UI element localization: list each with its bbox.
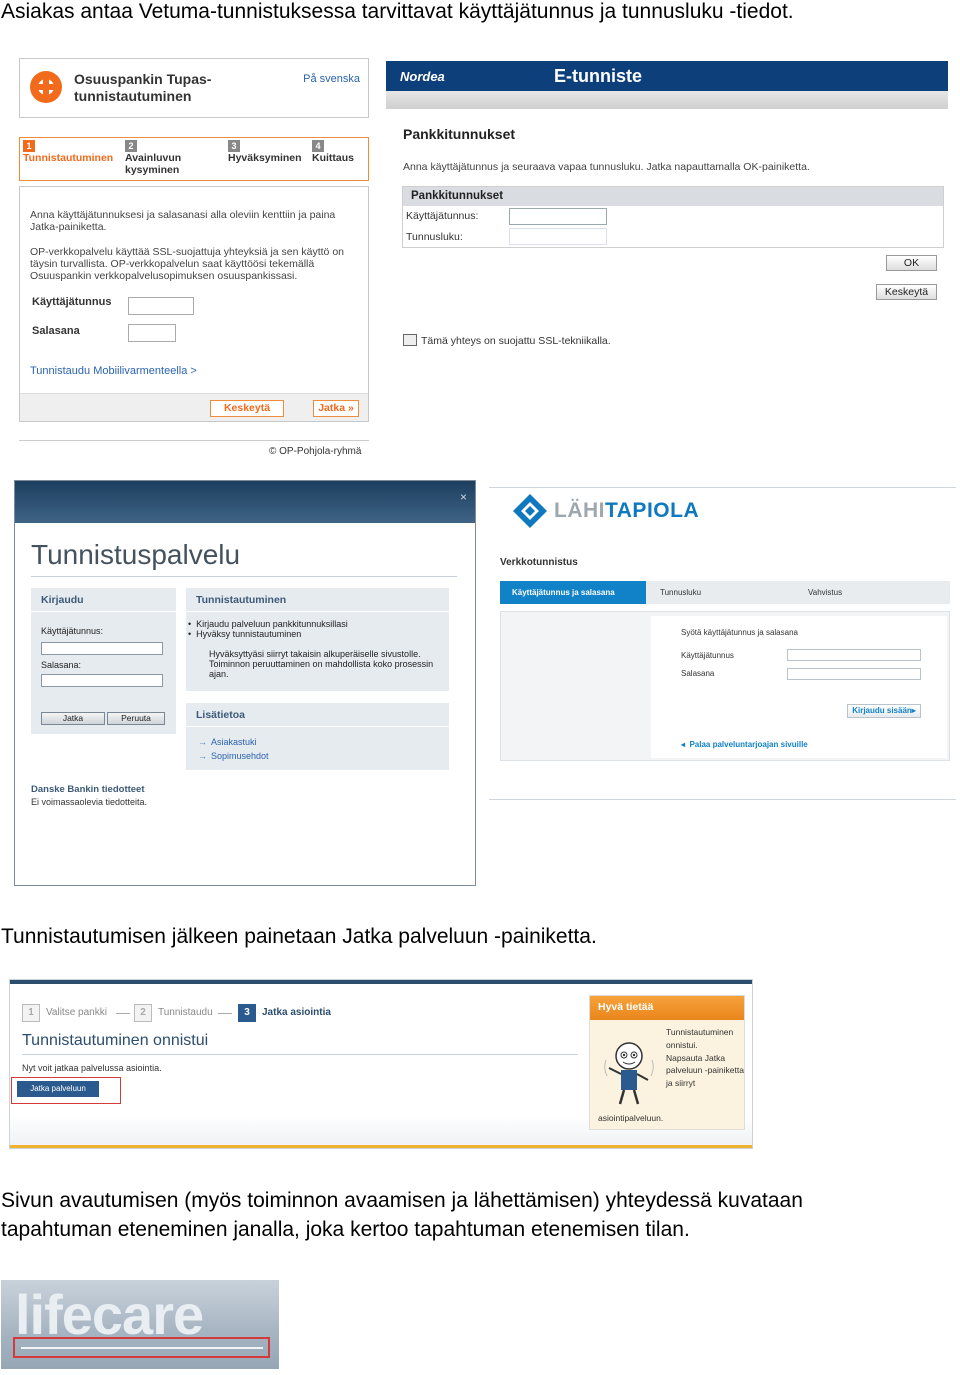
danske-terms-link[interactable]: → Sopimusehdot <box>198 751 269 761</box>
lock-icon <box>403 334 417 346</box>
danske-info-box <box>186 703 449 770</box>
success-step-3: 3 Jatka asiointia <box>238 1004 331 1022</box>
danske-bullet-2: • Hyväksy tunnistautuminen <box>188 629 302 639</box>
good-to-know-box <box>589 995 745 1130</box>
danske-username-input[interactable] <box>41 642 163 655</box>
op-ssl-note: OP-verkkopalvelu käyttää SSL-suojattuja yhteyksiä ja sen käyttö on täysin turvallista. OP-verkkopalvelun saat käyttöösi tekemällä Osuuspankin verkkopalvelusopimuksen osuuspankissasi. <box>30 246 344 282</box>
nordea-subbar <box>386 91 948 109</box>
arrow-right-icon: → <box>198 737 207 747</box>
danske-divider <box>31 576 457 577</box>
op-password-input[interactable] <box>128 324 176 342</box>
nordea-box-title: Pankkitunnukset <box>403 187 943 206</box>
nordea-pin-label: Tunnusluku: <box>406 231 463 243</box>
success-bottomline <box>10 1145 752 1148</box>
danske-auth-header: Tunnistautuminen <box>186 588 449 612</box>
op-password-label: Salasana <box>32 325 80 337</box>
danske-bullet-1: • Kirjaudu palveluun pankkitunnuksillasi <box>188 619 348 629</box>
op-language-link[interactable]: På svenska <box>303 73 360 85</box>
continue-to-service-button[interactable]: Jatka palveluun <box>17 1081 99 1097</box>
lt-step-1: Käyttäjätunnus ja salasana <box>500 581 646 604</box>
progress-highlight-box <box>13 1337 270 1358</box>
lt-top-divider <box>489 487 956 488</box>
nordea-title: E-tunniste <box>554 66 642 86</box>
op-logo-icon <box>30 71 62 103</box>
nordea-pin-input[interactable] <box>509 228 607 245</box>
lt-username-label: Käyttäjätunnus <box>681 651 734 660</box>
nordea-cancel-button[interactable]: Keskeytä <box>876 284 937 300</box>
lt-form <box>651 616 947 758</box>
danske-window <box>14 480 476 886</box>
lt-back-link[interactable]: ◂ Palaa palveluntarjoajan sivuille <box>681 740 808 749</box>
op-step-1: 1 Tunnistautuminen <box>23 141 114 164</box>
step-separator <box>116 1013 130 1014</box>
lt-bottom-divider <box>489 799 956 800</box>
success-divider <box>22 1054 578 1055</box>
danske-login-header: Kirjaudu <box>31 588 176 612</box>
op-header <box>19 58 369 118</box>
nordea-username-label: Käyttäjätunnus: <box>406 210 479 222</box>
danske-username-label: Käyttäjätunnus: <box>41 626 104 636</box>
danske-cancel-button[interactable]: Peruuta <box>107 712 165 725</box>
success-text: Nyt voit jatkaa palvelussa asiointia. <box>22 1063 162 1073</box>
lahitapiola-brand: LÄHITAPIOLA <box>554 499 700 522</box>
op-mobile-link[interactable]: Tunnistaudu Mobiilivarmenteella > <box>30 365 197 377</box>
op-instruction: Anna käyttäjätunnuksesi ja salasanasi alla oleviin kenttiin ja paina Jatka-painiketta. <box>30 209 336 233</box>
highlight-box <box>11 1077 121 1104</box>
mascot-icon <box>602 1040 656 1108</box>
step-separator <box>218 1013 232 1014</box>
progress-text-line1: Sivun avautumisen (myös toiminnon avaamisen ja lähettämisen) yhteydessä kuvataan <box>1 1189 803 1212</box>
after-auth-text: Tunnistautumisen jälkeen painetaan Jatka palveluun -painiketta. <box>1 925 597 948</box>
lt-step-3: Vahvistus <box>808 588 843 597</box>
danske-titlebar <box>15 481 475 523</box>
lahitapiola-logo-icon <box>512 493 548 529</box>
nordea-credentials-box <box>402 186 944 248</box>
success-step-1: 1 Valitse pankki <box>22 1004 107 1022</box>
nordea-header <box>386 61 948 91</box>
op-step-3: 3 Hyväksyminen <box>228 141 302 164</box>
op-username-label: Käyttäjätunnus <box>32 296 112 308</box>
op-copyright: © OP-Pohjola-ryhmä <box>269 446 362 457</box>
op-continue-button[interactable]: Jatka » <box>313 400 359 417</box>
good-to-know-header: Hyvä tietää <box>590 996 744 1020</box>
op-username-input[interactable] <box>128 297 194 315</box>
nordea-ssl-note <box>403 334 611 347</box>
success-step-2: 2 Tunnistaudu <box>134 1004 213 1022</box>
danske-info-header: Lisätietoa <box>186 703 449 727</box>
progress-text-line2: tapahtuman eteneminen janalla, joka kertoo tapahtuman etenemisen tilan. <box>1 1218 690 1241</box>
op-step-2: 2 Avainluvun kysyminen <box>125 141 182 176</box>
success-title: Tunnistautuminen onnistui <box>22 1032 209 1049</box>
danske-auth-note: Hyväksyttyäsi siirryt takaisin alkuperäiselle sivustolle. Toiminnon peruuttaminen on mahdollista koko prosessin ajan. <box>209 649 434 679</box>
op-cancel-button[interactable]: Keskeytä <box>210 400 284 417</box>
lifecare-banner <box>1 1280 279 1369</box>
nordea-logo: Nordea <box>400 69 445 84</box>
op-step-4: 4 Kuittaus <box>312 141 354 164</box>
op-login-form <box>19 186 369 422</box>
arrow-right-icon: → <box>198 751 207 761</box>
lt-step-2: Tunnusluku <box>660 588 702 597</box>
op-form-footer <box>20 393 368 421</box>
danske-news-text: Ei voimassaolevia tiedotteita. <box>31 797 148 807</box>
nordea-heading: Pankkitunnukset <box>403 126 516 142</box>
op-divider <box>19 440 369 441</box>
lt-login-button[interactable]: Kirjaudu sisään▸ <box>847 704 921 718</box>
good-to-know-text: Tunnistautuminen onnistui. Napsauta Jatka palveluun -painiketta ja siirryt <box>666 1027 744 1089</box>
op-step-indicator <box>19 137 369 181</box>
danske-news-header: Danske Bankin tiedotteet <box>31 784 145 795</box>
lt-username-input[interactable] <box>787 649 921 661</box>
danske-password-input[interactable] <box>41 674 163 687</box>
danske-auth-box <box>186 588 449 691</box>
nordea-instruction: Anna käyttäjätunnus ja seuraava vapaa tunnusluku. Jatka napauttamalla OK-painiketta. <box>403 161 810 173</box>
intro-text: Asiakas antaa Vetuma-tunnistuksessa tarvittavat käyttäjätunnus ja tunnusluku -tiedot. <box>1 0 794 23</box>
lifecare-logo: lifecare <box>15 1283 204 1346</box>
danske-password-label: Salasana: <box>41 660 82 670</box>
good-to-know-text-end: asiointipalveluun. <box>598 1113 664 1123</box>
nordea-ssl-text: Tämä yhteys on suojattu SSL-tekniikalla. <box>421 335 611 347</box>
nordea-ok-button[interactable]: OK <box>886 255 937 271</box>
op-title: Osuuspankin Tupas-tunnistautuminen <box>74 71 212 104</box>
lt-heading: Verkkotunnistus <box>500 557 578 568</box>
progress-bar <box>21 1347 263 1349</box>
lt-step-indicator <box>500 581 950 604</box>
success-topline <box>10 980 752 984</box>
danske-continue-button[interactable]: Jatka <box>41 712 105 725</box>
lt-password-input[interactable] <box>787 668 921 680</box>
close-icon[interactable]: × <box>459 490 467 504</box>
nordea-username-input[interactable] <box>509 208 607 225</box>
danske-title: Tunnistuspalvelu <box>31 539 241 570</box>
lt-password-label: Salasana <box>681 669 715 678</box>
danske-login-box <box>31 588 176 734</box>
success-window <box>9 979 753 1149</box>
lt-form-area <box>500 611 950 761</box>
danske-support-link[interactable]: → Asiakastuki <box>198 737 257 747</box>
lt-instruction: Syötä käyttäjätunnus ja salasana <box>681 628 798 637</box>
